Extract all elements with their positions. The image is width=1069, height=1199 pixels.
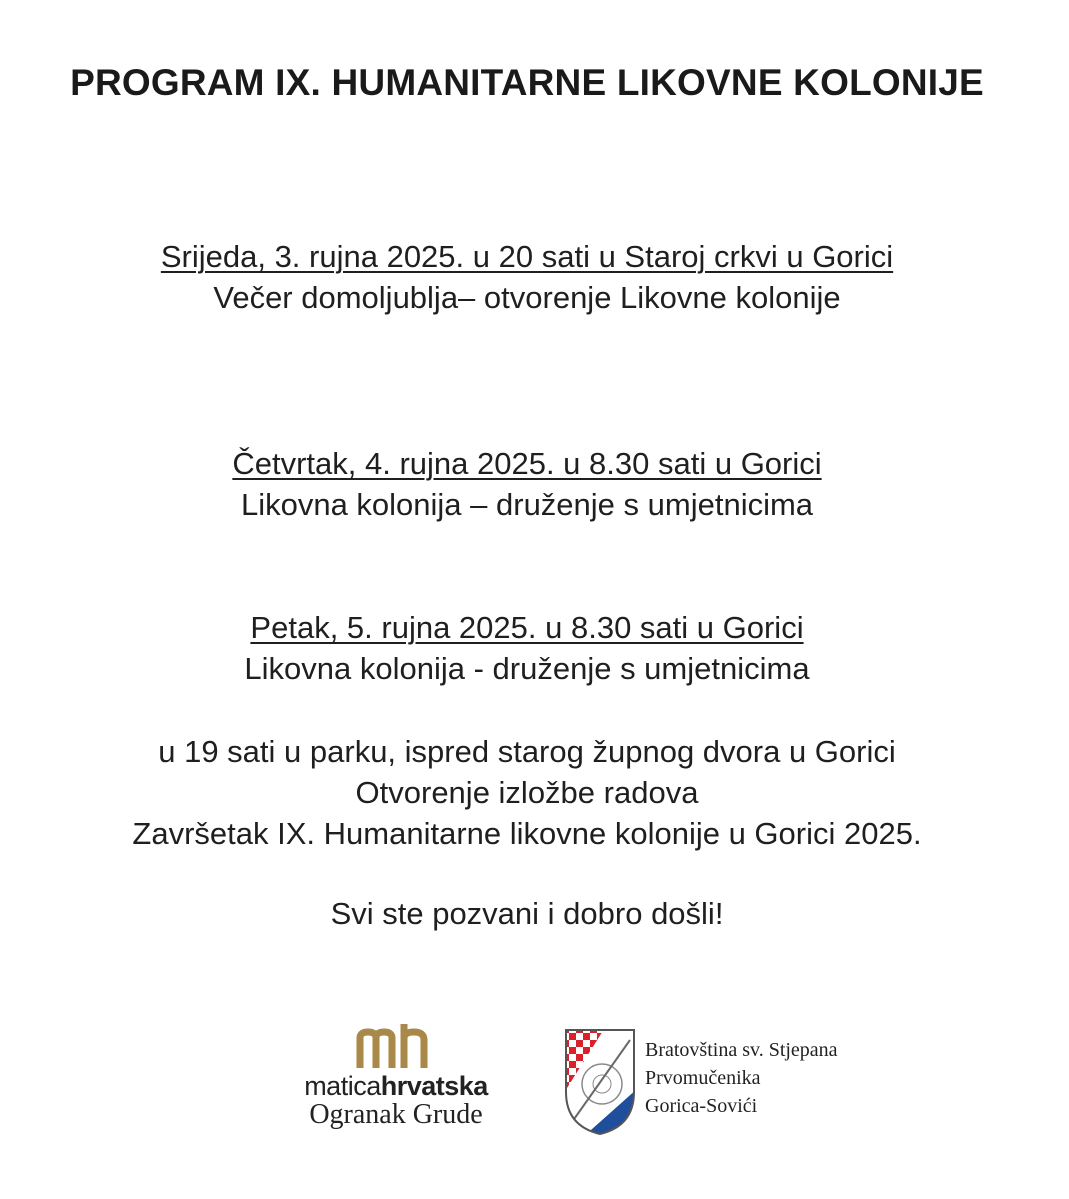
bratovstina-line-2: Prvomučenika bbox=[645, 1067, 761, 1089]
mh-monogram-icon bbox=[354, 1024, 438, 1068]
event-date: Srijeda, 3. rujna 2025. u 20 sati u Staroj crkvi u Gorici bbox=[160, 239, 894, 274]
event-description: Likovna kolonija - druženje s umjetnicima bbox=[244, 651, 810, 686]
closing-event bbox=[0, 731, 1054, 854]
event-description: Likovna kolonija – druženje s umjetnicima bbox=[240, 487, 814, 522]
matica-branch: Ogranak Grude bbox=[309, 1099, 483, 1130]
closing-line-2: Otvorenje izložbe radova bbox=[355, 775, 699, 810]
matica-hrvatska-logo bbox=[276, 1024, 516, 1130]
invitation-text: Svi ste pozvani i dobro došli! bbox=[330, 896, 724, 931]
closing-line-1: u 19 sati u parku, ispred starog župnog dvora u Gorici bbox=[158, 734, 896, 769]
event-1 bbox=[0, 236, 1054, 318]
hrvatska-word: hrvatska bbox=[380, 1071, 488, 1101]
event-3 bbox=[0, 607, 1054, 689]
event-2 bbox=[0, 443, 1054, 525]
bratovstina-name bbox=[645, 1036, 838, 1120]
bratovstina-line-3: Gorica-Sovići bbox=[645, 1095, 758, 1117]
page-title: PROGRAM IX. HUMANITARNE LIKOVNE KOLONIJE bbox=[70, 62, 984, 103]
bratovstina-line-1: Bratovština sv. Stjepana bbox=[645, 1039, 838, 1061]
event-date: Petak, 5. rujna 2025. u 8.30 sati u Gorici bbox=[250, 610, 804, 645]
event-date: Četvrtak, 4. rujna 2025. u 8.30 sati u Gorici bbox=[232, 446, 822, 481]
closing-line-3: Završetak IX. Humanitarne likovne kolonije u Gorici 2025. bbox=[132, 816, 922, 851]
bratovstina-crest-icon bbox=[562, 1026, 638, 1138]
event-description: Večer domoljublja– otvorenje Likovne kolonije bbox=[213, 280, 841, 315]
matica-word: matica bbox=[304, 1071, 381, 1101]
